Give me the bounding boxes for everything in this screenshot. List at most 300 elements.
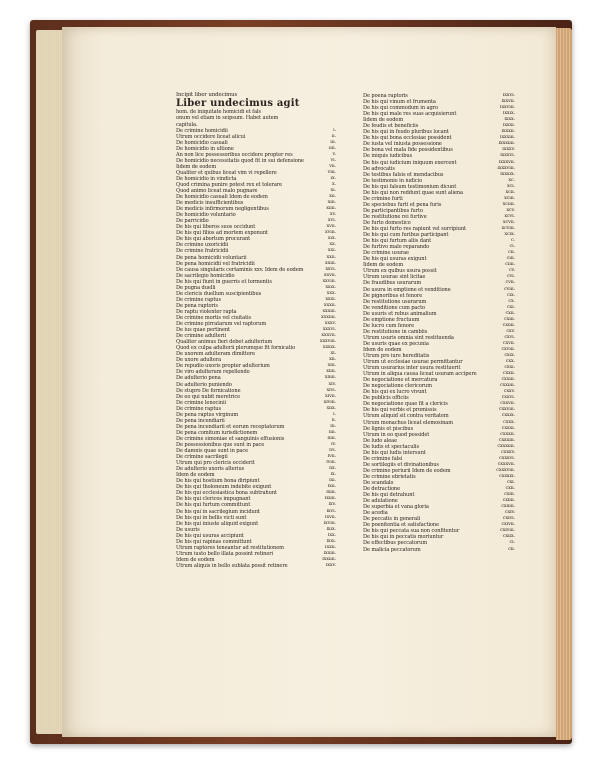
chapter-title: De peccatis in generali xyxy=(363,516,421,523)
chapter-title: De ius quae pertinent xyxy=(176,327,230,334)
chapter-title: De viro adulterum repellendo xyxy=(176,369,250,376)
chapter-number: lxxvi. xyxy=(502,93,515,98)
chapter-title: De lignis et piscibus xyxy=(363,425,414,432)
chapter-title: De testimonio in iudicio xyxy=(363,177,423,184)
chapter-number: cxi. xyxy=(506,304,515,310)
chapter-number: xlii. xyxy=(327,363,336,369)
chapter-title: De repudio uxoris propter adulterium xyxy=(176,363,270,370)
chapter-title: De negociatione et mercatura xyxy=(363,377,438,384)
chapter-number: cxlviii. xyxy=(500,528,515,534)
chapter-number: cxv. xyxy=(506,328,515,334)
chapter-number: cix. xyxy=(506,292,515,298)
chapter-title: Utrum aliquid sit contra veritatem xyxy=(363,413,449,420)
chapter-number: cvii. xyxy=(505,280,515,286)
chapter-title: De his qui vinum et frumenta xyxy=(363,99,436,106)
chapter-number: liii. xyxy=(328,429,336,435)
chapter-title: De crimine pirratarum vel raptorum xyxy=(176,321,267,328)
chapter-title: Utrum occidere liceat alicui xyxy=(176,133,246,140)
chapter-title: Iidem de eodem xyxy=(363,117,404,124)
chapter-title: De ludo aleae xyxy=(363,437,398,444)
incipit: Incipit liber undecimus xyxy=(176,92,238,98)
chapter-number: xl. xyxy=(330,351,336,357)
chapter-title: De restitutione rei furtive xyxy=(363,213,427,220)
chapter-title: De homicidio casuali xyxy=(176,139,228,146)
chapter-title: De homicidio casuali Idem de eodem xyxy=(176,194,268,201)
chapter-title: De eo qui nubit meretrice xyxy=(176,393,241,400)
chapter-title: De uxore adultera xyxy=(176,357,222,364)
chapter-title: De pugna duelli xyxy=(176,284,216,291)
chapter-title: Utrum pro iure hereditatis xyxy=(363,353,430,360)
chapter-number: cxliiii. xyxy=(501,504,515,510)
chapter-title: De parricidio xyxy=(176,218,209,225)
chapter-number: lxx. xyxy=(327,532,336,538)
chapter-title: De his qui rapinas committunt xyxy=(176,538,252,545)
chapter-title: De effectibus peccatorum xyxy=(363,540,428,547)
chapter-number: xxxiiii. xyxy=(321,315,336,320)
chapter-number: lxvi. xyxy=(326,508,336,514)
chapter-title: De his qui falsum testimonium dicunt xyxy=(363,183,457,190)
chapter-number: cxxxix. xyxy=(499,473,515,479)
chapter-number: xix. xyxy=(327,236,336,242)
chapter-number: lxii. xyxy=(327,484,336,490)
chapter-title: De his qui ex lucro vivunt xyxy=(363,389,427,396)
chapter-number: v. xyxy=(332,151,336,157)
right-column xyxy=(363,93,515,553)
chapter-title: De his qui iudicium iniquum exercent xyxy=(363,159,457,166)
chapter-number: xxi. xyxy=(327,248,336,254)
chapter-number: xcvii. xyxy=(502,219,515,225)
chapter-title: Quod ex culpa adulterii plerumque fit fornicatio xyxy=(176,345,296,352)
chapter-title: De stupro De fornicatione xyxy=(176,387,241,394)
chapter-number: cxxiiii. xyxy=(500,383,515,389)
chapter-number: cv. xyxy=(508,268,515,274)
book-heading: Liber undecimus agit xyxy=(176,98,300,110)
chapter-title: De pena raptoris xyxy=(176,302,218,309)
chapter-number: cxliii. xyxy=(502,498,515,504)
chapter-number: lxiiii. xyxy=(324,496,336,502)
chapter-number: xcvi. xyxy=(504,213,515,219)
chapter-number: vii. xyxy=(329,163,336,169)
chapter-list-right xyxy=(363,93,515,553)
chapter-number: cxx. xyxy=(505,359,515,365)
chapter-number: xlv. xyxy=(328,381,336,387)
chapter-title: De causa singularis certaminis xxv. Idem de eodem xyxy=(176,266,304,273)
chapter-title: De crimine sacrilegii xyxy=(176,454,228,461)
chapter-title: De his qui in bellis victi sunt xyxy=(176,514,247,521)
chapter-title: De his qui furtum committunt xyxy=(176,502,251,509)
chapter-number: cxvii. xyxy=(502,340,515,346)
chapter-title: Utrum usurae sint licitae xyxy=(363,274,426,281)
chapter-number: lxxi. xyxy=(326,538,336,544)
chapter-title: De speciebus furti et pena furis xyxy=(363,201,442,208)
chapter-title: De ludis et spectaculis xyxy=(363,443,419,450)
chapter-title: De sortilegiis et divinationibus xyxy=(363,461,439,468)
chapter-title: De crimine simoniae et sanguinis effusionis xyxy=(176,435,285,442)
chapter-title: De his qui filios ad mortem exponunt xyxy=(176,230,268,237)
chapter-title: De crimine raptus xyxy=(176,405,221,412)
chapter-title: Quod animo liceat malo pugnare xyxy=(176,188,258,195)
chapter-number: vi. xyxy=(330,157,336,163)
chapter-title: De adulterio pena xyxy=(176,375,221,382)
chapter-number: xxxvi. xyxy=(322,327,336,333)
chapter-title: De malicia peccatorum xyxy=(363,546,421,553)
chapter-title: Qualiter et quibus liceat vim vi repellere xyxy=(176,169,277,176)
chapter-title: De crimine ebrietatis xyxy=(363,473,416,480)
fore-edge xyxy=(556,28,572,740)
chapter-title: De adulterio puniendo xyxy=(176,381,232,388)
chapter-title: De sacrilegio homicidio xyxy=(176,272,235,279)
chapter-title: De crimine furti xyxy=(363,195,403,202)
chapter-title: De poenitentia et satisfactione xyxy=(363,522,439,529)
chapter-number: xiiii. xyxy=(326,206,336,212)
chapter-number: xvi. xyxy=(327,218,336,224)
chapter-title: De medicis insufficientibus xyxy=(176,200,244,207)
chapter-number: xcviii. xyxy=(501,226,515,232)
chapter-number: xlvii. xyxy=(325,393,336,399)
chapter-number: lxxxix. xyxy=(500,171,515,177)
chapter-number: cxiiii. xyxy=(502,322,515,328)
chapter-title: De furtivo malo reparando xyxy=(363,244,430,251)
chapter-number: ciii. xyxy=(506,256,515,262)
chapter-title: De his qui commodum in agro xyxy=(363,105,438,112)
chapter-number: lxxvii. xyxy=(501,99,515,105)
chapter-number: lxxxiii. xyxy=(500,135,515,141)
chapter-number: xcix. xyxy=(504,232,515,238)
chapter-number: cxxvi. xyxy=(501,395,515,401)
chapter-number: cxii. xyxy=(505,310,515,316)
chapter-number: cvi. xyxy=(506,274,515,280)
chapter-title: De his qui tholoneum indebite exigunt xyxy=(176,484,272,491)
chapter-title: Utrum usurarius inter usura restituerit xyxy=(363,365,461,372)
chapter-number: cx. xyxy=(508,298,515,304)
chapter-title: De his qui verbis et promissis xyxy=(363,407,437,414)
chapter-number: xxvii. xyxy=(323,272,336,278)
chapter-number: xii. xyxy=(329,194,336,200)
chapter-title: De restitutione in cambiis xyxy=(363,328,428,335)
chapter-number: lxxiii. xyxy=(323,550,336,556)
chapter-title: De possessionibus que sunt in pace xyxy=(176,441,265,448)
chapter-number: xi. xyxy=(330,188,336,194)
chapter-title: De testibus falsis et mendacibus xyxy=(363,171,444,178)
chapter-number: xxix. xyxy=(325,284,336,290)
chapter-number: lxix. xyxy=(326,526,336,532)
chapter-number: xcii. xyxy=(505,189,515,195)
chapter-number: xc. xyxy=(508,177,515,183)
chapter-title: Utrum ut ecclesiae usurae permittantur xyxy=(363,359,463,366)
chapter-title: De homicidio necessitatis quod fit in sui defensione xyxy=(176,157,304,164)
chapter-number: lxxiiii. xyxy=(322,556,336,562)
intro-line: capitula. xyxy=(176,121,198,128)
chapter-number: cxlv. xyxy=(504,510,515,516)
chapter-number: lxxxi. xyxy=(502,123,515,129)
chapter-number: cii. xyxy=(508,250,515,256)
chapter-number: xlvi. xyxy=(326,387,336,393)
chapter-number: cxxxviii. xyxy=(496,467,515,473)
chapter-title: De his qui peccata sua non confitentur xyxy=(363,528,460,535)
chapter-number: cxxv. xyxy=(503,389,515,395)
chapter-title: Iidem de eodem xyxy=(176,163,217,170)
intro-text xyxy=(176,109,336,127)
chapter-number: cli. xyxy=(508,546,515,552)
chapter-number: xci. xyxy=(506,183,515,189)
chapter-title: Idem de eodem xyxy=(176,472,215,479)
chapter-title: Utrum raptores teneantur ad restitutionem xyxy=(176,544,284,551)
chapter-number: cxxxiii. xyxy=(498,437,515,443)
chapter-number: x. xyxy=(331,181,336,187)
chapter-title: De clericis duellum suscipientibus xyxy=(176,290,262,297)
chapter-number: cxxvii. xyxy=(500,401,515,407)
chapter-number: cxiii. xyxy=(504,316,515,322)
chapter-title: De crimine falsi xyxy=(363,455,403,462)
chapter-number: lxxii. xyxy=(325,544,336,550)
chapter-number: cxlvii. xyxy=(501,522,515,528)
chapter-number: cxvi. xyxy=(504,334,515,340)
chapter-title: De homicidio voluntario xyxy=(176,212,236,219)
chapter-number: lxxix. xyxy=(502,111,515,117)
chapter-number: xv. xyxy=(329,212,336,218)
chapter-title: De iusta vel iniusta possessione xyxy=(363,141,442,148)
chapter-number: lix. xyxy=(329,466,336,472)
chapter-title: De fraudibus usurarum xyxy=(363,280,422,287)
chapter-title: Iidem de eodem xyxy=(363,262,404,269)
chapter-number: xxiii. xyxy=(325,260,336,266)
chapter-title: Utrum iusto bello illata possint retineri xyxy=(176,550,274,557)
chapter-number: cxli. xyxy=(505,486,515,492)
chapter-title: Utrum aliquis in bello sublata possit retinere xyxy=(176,562,288,569)
chapter-number: cxlix. xyxy=(502,534,515,540)
chapter-title: De pena raptus virginum xyxy=(176,411,239,418)
chapter-title: De his qui liberos suos occidunt xyxy=(176,224,256,231)
chapter-number: lviii. xyxy=(326,460,336,466)
chapter-number: lxviii. xyxy=(323,520,336,526)
chapter-title: De venditione cum pacto xyxy=(363,304,425,311)
chapter-title: De his qui usuras exigunt xyxy=(363,256,427,263)
chapter-number: iiii. xyxy=(328,145,336,151)
chapter-number: xciiii. xyxy=(502,201,515,207)
chapter-number: xviii. xyxy=(325,230,336,236)
chapter-title: De acedia xyxy=(363,510,388,517)
chapter-title: De pena homicidii vel fratricidii xyxy=(176,260,255,267)
chapter-number: xxxii. xyxy=(323,302,336,308)
chapter-title: Utrum usuris omnia sint restituenda xyxy=(363,334,454,341)
chapter-title: De his qui clericos impugnant xyxy=(176,496,251,503)
intro-line: onum vel etiam in seipsum. Habet autem xyxy=(176,115,279,122)
chapter-title: De raptu violenter rapta xyxy=(176,308,237,315)
chapter-number: xvii. xyxy=(326,224,336,230)
chapter-title: De uxorem adulteram dimittere xyxy=(176,351,256,358)
chapter-title: De usuris xyxy=(176,526,200,533)
chapter-number: cxxxvi. xyxy=(499,455,515,461)
chapter-number: lxxviii. xyxy=(500,105,515,111)
chapter-number: cxix. xyxy=(504,353,515,359)
chapter-title: De adulterio uxoris alterius xyxy=(176,466,245,473)
chapter-number: xxxix. xyxy=(322,345,336,351)
chapter-title: De pignoribus et fenore xyxy=(363,292,423,299)
chapter-number: iii. xyxy=(330,139,336,145)
chapter-number: lxv. xyxy=(328,502,336,508)
chapter-title: Utrum in eo quod possidet xyxy=(363,431,430,438)
chapter-number: cxxi. xyxy=(504,365,515,371)
chapter-number: ciiii. xyxy=(505,262,515,268)
chapter-title: An non lice possessoribus occidere propter res xyxy=(176,151,293,158)
chapter-number: lvi. xyxy=(329,448,336,454)
chapter-number: xcv. xyxy=(506,207,515,213)
chapter-title: De his qui male res suas acquisierunt xyxy=(363,111,457,118)
chapter-number: cxlvi. xyxy=(502,516,515,522)
chapter-title: De crimine fratricidii xyxy=(176,248,229,255)
chapter-title: De his qui furto res rapiunt vel surripiunt xyxy=(363,226,466,233)
chapter-title: De his qui detrahunt xyxy=(363,492,415,499)
left-column xyxy=(176,92,336,569)
chapter-title: De crimine adulterii xyxy=(176,333,226,340)
chapter-title: De furto domestico xyxy=(363,219,411,226)
chapter-number: xli. xyxy=(329,357,336,363)
chapter-number: ii. xyxy=(331,133,336,139)
chapter-title: De crimine homicidii xyxy=(176,127,228,134)
chapter-title: Utrum ex quibus usura possit xyxy=(363,268,437,275)
chapter-number: cxxxi. xyxy=(501,425,515,431)
chapter-number: cxxxvii. xyxy=(497,461,515,467)
chapter-title: De usuris et rebus animalium xyxy=(363,310,437,317)
chapter-title: De adulatione xyxy=(363,498,398,505)
chapter-number: cxxxiiii. xyxy=(497,443,515,449)
chapter-title: De his qui abortum procurant xyxy=(176,236,251,243)
chapter-title: De feudis et beneficiis xyxy=(363,123,419,130)
intro-line: hom. de iniquitate homicidi et fals xyxy=(176,109,261,116)
chapter-number: liiii. xyxy=(327,435,336,441)
chapter-title: De his qui iniuste aliquid exigunt xyxy=(176,520,259,527)
chapter-number: xiii. xyxy=(327,200,336,206)
chapter-title: De his qui cum furibus participant xyxy=(363,232,449,239)
chapter-title: De homicidio in ultione xyxy=(176,145,234,152)
chapter-number: c. xyxy=(510,238,515,244)
chapter-number: cxxxii. xyxy=(500,431,515,437)
chapter-title: De pena homicidii voluntarii xyxy=(176,254,247,261)
chapter-number: li. xyxy=(331,417,336,423)
chapter-number: ix. xyxy=(330,175,336,181)
chapter-number: xxxv. xyxy=(324,321,336,327)
chapter-number: lxxx. xyxy=(504,117,515,123)
chapter-number: lxi. xyxy=(329,478,336,484)
chapter-entry xyxy=(363,547,515,553)
chapter-title: De usuris quae ex pecunia xyxy=(363,340,429,347)
chapter-number: lxxxii. xyxy=(501,129,515,135)
chapter-number: lx. xyxy=(330,472,336,478)
chapter-title: De his qui hostium bona diripiunt xyxy=(176,478,260,485)
chapter-number: xxx. xyxy=(326,290,336,296)
chapter-number: lv. xyxy=(331,441,336,447)
chapter-number: l. xyxy=(333,411,336,417)
chapter-title: Utrum qui pro clericis occiderit xyxy=(176,460,255,467)
chapter-entry xyxy=(176,563,336,569)
chapter-title: De his qui bona ecclesiae possident xyxy=(363,135,452,142)
chapter-number: ci. xyxy=(509,244,515,250)
chapter-number: xxxiii. xyxy=(322,308,336,314)
chapter-number: lxxxvii. xyxy=(498,159,515,165)
chapter-title: De crimine uxoricidii xyxy=(176,242,229,249)
chapter-title: De pena incendiarii et eorum receptatorum xyxy=(176,423,285,430)
chapter-number: xxvi. xyxy=(325,266,336,272)
chapter-title: De his qui fiunt in guerris et tormentis xyxy=(176,278,272,285)
chapter-number: cxl. xyxy=(506,480,515,485)
chapter-title: De advocatis xyxy=(363,165,395,172)
chapter-number: i. xyxy=(333,127,336,133)
chapter-title: Idem de eodem xyxy=(363,346,402,353)
chapter-number: lvii. xyxy=(327,454,336,460)
chapter-title: De pena comitum iurisdictionem xyxy=(176,429,258,436)
chapter-number: lii. xyxy=(330,423,336,429)
chapter-title: De his qui ecclesiastica bona subtrahunt xyxy=(176,490,277,497)
chapter-number: lxxxvi. xyxy=(500,153,515,159)
chapter-title: De detractione xyxy=(363,486,401,493)
chapter-number: xxviii. xyxy=(322,278,336,284)
chapter-title: De his qui furtum aliis dant xyxy=(363,238,432,245)
chapter-title: De his qui usuras accipiunt xyxy=(176,532,244,539)
chapter-title: Utrum in aliqua causa liceat usuram accipere xyxy=(363,371,477,378)
chapter-number: lxvii. xyxy=(325,514,336,520)
chapter-title: De his qui non reddunt quae sunt aliena xyxy=(363,189,463,196)
chapter-number: cl. xyxy=(509,540,515,546)
chapter-title: De his qui in peccatis moriuntur xyxy=(363,534,444,541)
chapter-number: cxxx. xyxy=(503,419,515,425)
chapter-number: xxxvii. xyxy=(321,333,336,339)
chapter-number: viii. xyxy=(327,169,336,175)
chapter-title: De scandalo xyxy=(363,480,394,486)
chapter-title: De iniquis iudicibus xyxy=(363,153,413,160)
chapter-number: xxxi. xyxy=(325,296,336,302)
chapter-number: lxiii. xyxy=(326,490,336,496)
chapter-title: Utrum monachus liceat elemosinam xyxy=(363,419,453,426)
chapter-title: Idem de eodem xyxy=(176,556,215,563)
chapter-title: De medicis infirmorum negligentibus xyxy=(176,206,269,213)
chapter-title: De his qui in sacrilegium incidunt xyxy=(176,508,260,515)
chapter-title: De restitutione usurarum xyxy=(363,298,427,305)
chapter-number: xxxviii. xyxy=(319,339,336,345)
chapter-title: De crimine mortis vel ciuitatis xyxy=(176,315,252,321)
chapter-title: De bona vel mala fide possidentibus xyxy=(363,147,453,154)
chapter-title: De usura in emptione et venditione xyxy=(363,286,451,293)
chapter-title: De homicidio in vindicta xyxy=(176,175,237,182)
chapter-title: De negociatione quae fit a clericis xyxy=(363,401,448,408)
chapter-title: De publicis officiis xyxy=(363,395,409,402)
chapter-number: cxxii. xyxy=(502,371,515,377)
chapter-title: De participantibus furto xyxy=(363,207,423,214)
chapter-number: xx. xyxy=(329,242,336,248)
chapter-title: De crimine usurae xyxy=(363,250,409,257)
chapter-number: xciii. xyxy=(504,195,515,201)
chapter-title: De pena incendiarii xyxy=(176,417,225,424)
chapter-number: xliii. xyxy=(326,369,336,375)
chapter-number: lxxxv. xyxy=(502,147,515,153)
chapter-number: xxii. xyxy=(326,254,336,260)
chapter-title: De emptione fructuum xyxy=(363,316,420,323)
chapter-title: De crimine lenocinii xyxy=(176,399,227,406)
chapter-number: lxxxviii. xyxy=(497,165,515,171)
chapter-list-left xyxy=(176,128,336,569)
chapter-title: De superbia et vana gloria xyxy=(363,504,429,511)
chapter-number: lxxv. xyxy=(325,562,336,568)
chapter-number: lxxxiiii. xyxy=(498,141,515,147)
chapter-title: Quod crimina punire potest rex et tolerare xyxy=(176,181,283,188)
chapter-title: De his qui ludis intersunt xyxy=(363,449,426,456)
chapter-number: cxviii. xyxy=(501,346,515,352)
chapter-number: xlviii. xyxy=(323,399,336,405)
chapter-number: xlix. xyxy=(326,405,336,411)
chapter-number: cxxxv. xyxy=(501,449,515,455)
chapter-number: cviii. xyxy=(504,286,515,292)
chapter-title: De poena raptoris xyxy=(363,93,408,99)
chapter-number: xliiii. xyxy=(324,375,336,381)
